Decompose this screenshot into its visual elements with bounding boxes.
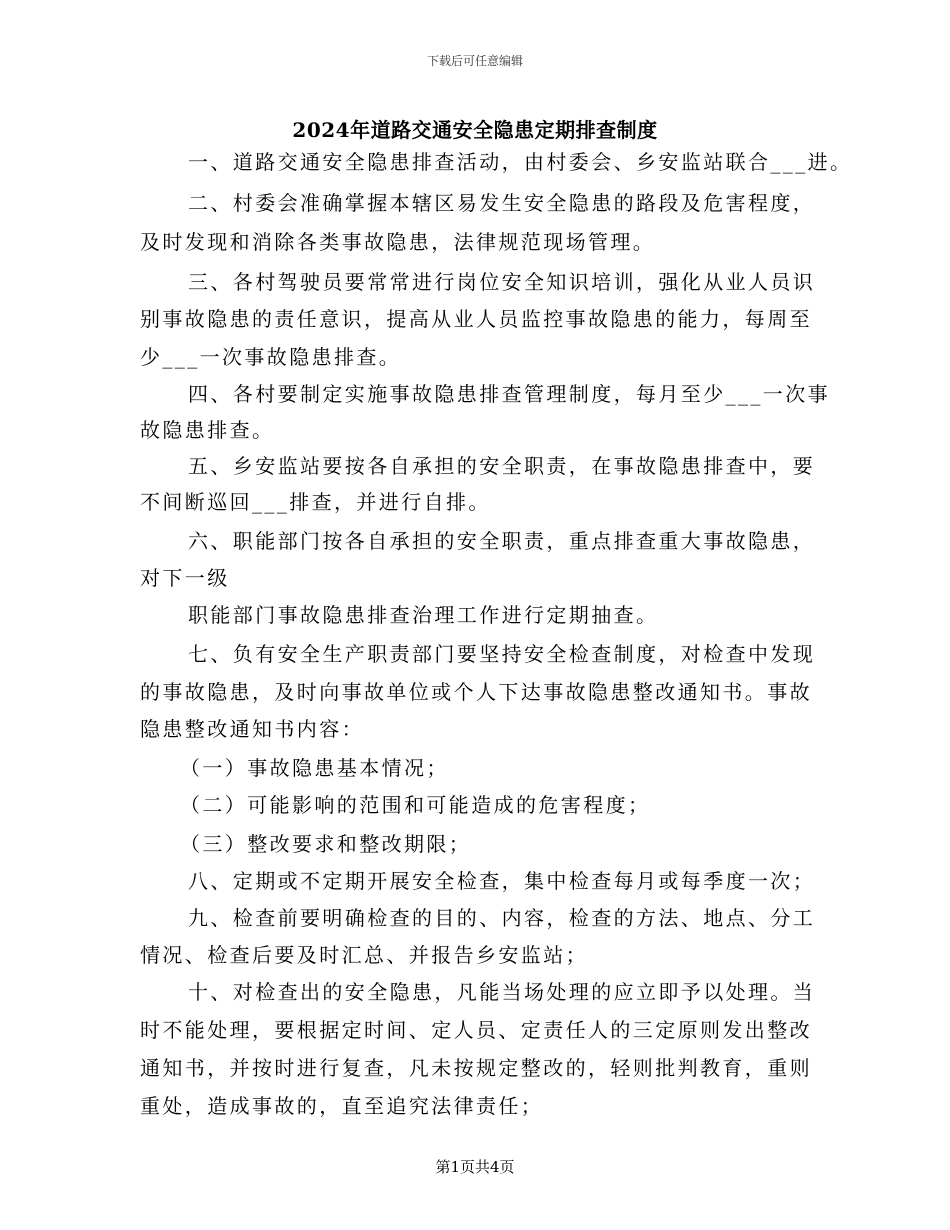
paragraph-line: 情况、检查后要及时汇总、并报告乡安监站； xyxy=(140,943,588,967)
paragraph-line: 隐患整改通知书内容： xyxy=(140,717,364,741)
paragraph-line: 少___一次事故隐患排查。 xyxy=(140,345,402,369)
paragraph-line: 五、乡安监站要按各自承担的安全职责，在事故隐患排查中，要 xyxy=(188,454,816,478)
paragraph-line: 六、职能部门按各自承担的安全职责，重点排查重大事故隐患， xyxy=(188,529,816,553)
paragraph-line: 对下一级 xyxy=(140,566,230,590)
paragraph-line: 故隐患排查。 xyxy=(140,418,275,442)
paragraph-line: 三、各村驾驶员要常常进行岗位安全知识培训，强化从业人员识 xyxy=(188,270,816,294)
paragraph-line: 八、定期或不定期开展安全检查，集中检查每月或每季度一次； xyxy=(188,869,816,893)
paragraph-line: 别事故隐患的责任意识，提高从业人员监控事故隐患的能力，每周至 xyxy=(140,307,812,331)
paragraph-line: 七、负有安全生产职责部门要坚持安全检查制度，对检查中发现 xyxy=(188,642,816,666)
paragraph-line: 二、村委会准确掌握本辖区易发生安全隐患的路段及危害程度， xyxy=(188,191,816,215)
paragraph-line: 九、检查前要明确检查的目的、内容，检查的方法、地点、分工 xyxy=(188,906,816,930)
document-title: 2024年道路交通安全隐患定期排查制度 xyxy=(292,118,658,142)
paragraph-line: 职能部门事故隐患排查治理工作进行定期抽查。 xyxy=(188,603,659,627)
paragraph-line: 四、各村要制定实施事故隐患排查管理制度，每月至少___一次事 xyxy=(188,382,830,406)
paragraph-line: 通知书，并按时进行复查，凡未按规定整改的，轻则批判教育，重则 xyxy=(140,1056,812,1080)
list-item: （二）可能影响的范围和可能造成的危害程度； xyxy=(180,793,651,817)
paragraph-line: 时不能处理，要根据定时间、定人员、定责任人的三定原则发出整改 xyxy=(140,1018,812,1042)
paragraph-line: 及时发现和消除各类事故隐患，法律规范现场管理。 xyxy=(140,230,656,254)
paragraph-line: 的事故隐患，及时向事故单位或个人下达事故隐患整改通知书。事故 xyxy=(140,680,812,704)
page-number-footer: 第1页共4页 xyxy=(435,1158,515,1176)
list-item: （三）整改要求和整改期限； xyxy=(180,832,472,856)
paragraph-line: 一、道路交通安全隐患排查活动，由村委会、乡安监站联合___进。 xyxy=(188,150,853,174)
page-header-note: 下载后可任意编辑 xyxy=(426,54,523,68)
paragraph-line: 十、对检查出的安全隐患，凡能当场处理的应立即予以处理。当 xyxy=(188,980,816,1004)
paragraph-line: 不间断巡回___排查，并进行自排。 xyxy=(140,490,491,514)
list-item: （一）事故隐患基本情况； xyxy=(180,756,449,780)
paragraph-line: 重处，造成事故的，直至追究法律责任； xyxy=(140,1094,544,1118)
